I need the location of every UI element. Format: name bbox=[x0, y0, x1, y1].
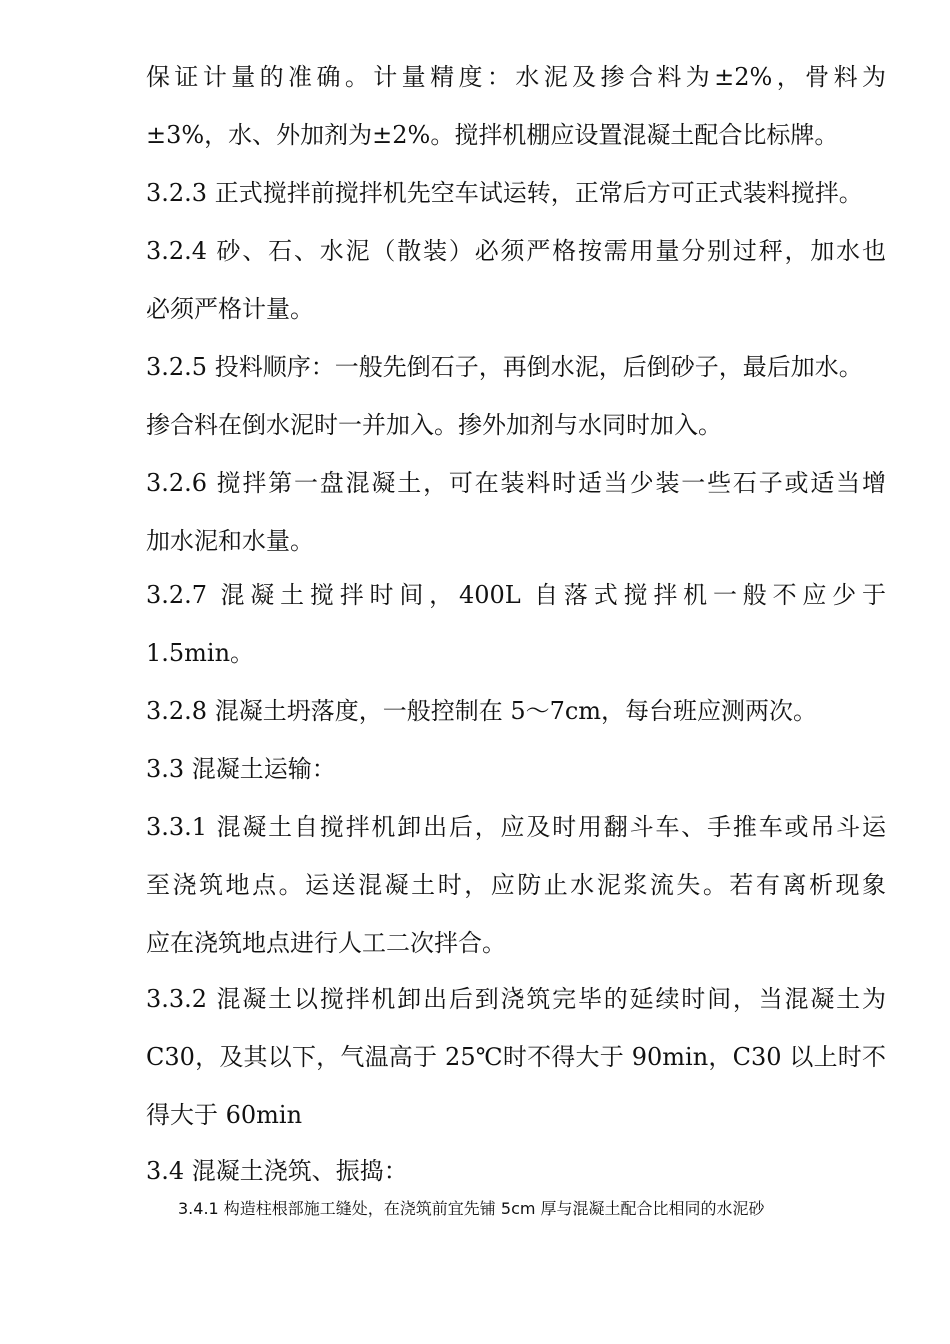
paragraph-line-12: 3.2.8 混凝土坍落度，一般控制在 5～7cm，每台班应测两次。 bbox=[146, 697, 818, 725]
paragraph-line-10: 3.2.7 混凝土搅拌时间，400L 自落式搅拌机一般不应少于 bbox=[146, 581, 886, 609]
paragraph-line-9: 加水泥和水量。 bbox=[146, 527, 314, 555]
paragraph-line-1: 保证计量的准确。计量精度：水泥及掺合料为±2%，骨料为 bbox=[146, 63, 886, 91]
paragraph-line-6: 3.2.5 投料顺序：一般先倒石子，再倒水泥，后倒砂子，最后加水。 bbox=[146, 353, 863, 381]
paragraph-line-18: C30，及其以下，气温高于 25℃时不得大于 90min，C30 以上时不 bbox=[146, 1043, 886, 1071]
footer-paragraph-line: 3.4.1 构造柱根部施工缝处，在浇筑前宜先铺 5cm 厚与混凝土配合比相同的水泥砂 bbox=[178, 1199, 765, 1218]
paragraph-line-14: 3.3.1 混凝土自搅拌机卸出后，应及时用翻斗车、手推车或吊斗运 bbox=[146, 813, 886, 841]
paragraph-line-11: 1.5min。 bbox=[146, 639, 255, 667]
paragraph-line-15: 至浇筑地点。运送混凝土时，应防止水泥浆流失。若有离析现象 bbox=[146, 871, 886, 899]
paragraph-line-2: ±3%，水、外加剂为±2%。搅拌机棚应设置混凝土配合比标牌。 bbox=[146, 121, 839, 149]
paragraph-line-4: 3.2.4 砂、石、水泥（散装）必须严格按需用量分别过秤，加水也 bbox=[146, 237, 886, 265]
paragraph-line-7: 掺合料在倒水泥时一并加入。掺外加剂与水同时加入。 bbox=[146, 411, 722, 439]
section-heading-3-3: 3.3 混凝土运输： bbox=[146, 755, 336, 783]
paragraph-line-16: 应在浇筑地点进行人工二次拌合。 bbox=[146, 929, 506, 957]
section-heading-3-4: 3.4 混凝土浇筑、振捣： bbox=[146, 1157, 408, 1185]
paragraph-line-19: 得大于 60min bbox=[146, 1101, 303, 1129]
paragraph-line-3: 3.2.3 正式搅拌前搅拌机先空车试运转，正常后方可正式装料搅拌。 bbox=[146, 179, 863, 207]
paragraph-line-8: 3.2.6 搅拌第一盘混凝土，可在装料时适当少装一些石子或适当增 bbox=[146, 469, 886, 497]
paragraph-line-5: 必须严格计量。 bbox=[146, 295, 314, 323]
paragraph-line-17: 3.3.2 混凝土以搅拌机卸出后到浇筑完毕的延续时间，当混凝土为 bbox=[146, 985, 886, 1013]
